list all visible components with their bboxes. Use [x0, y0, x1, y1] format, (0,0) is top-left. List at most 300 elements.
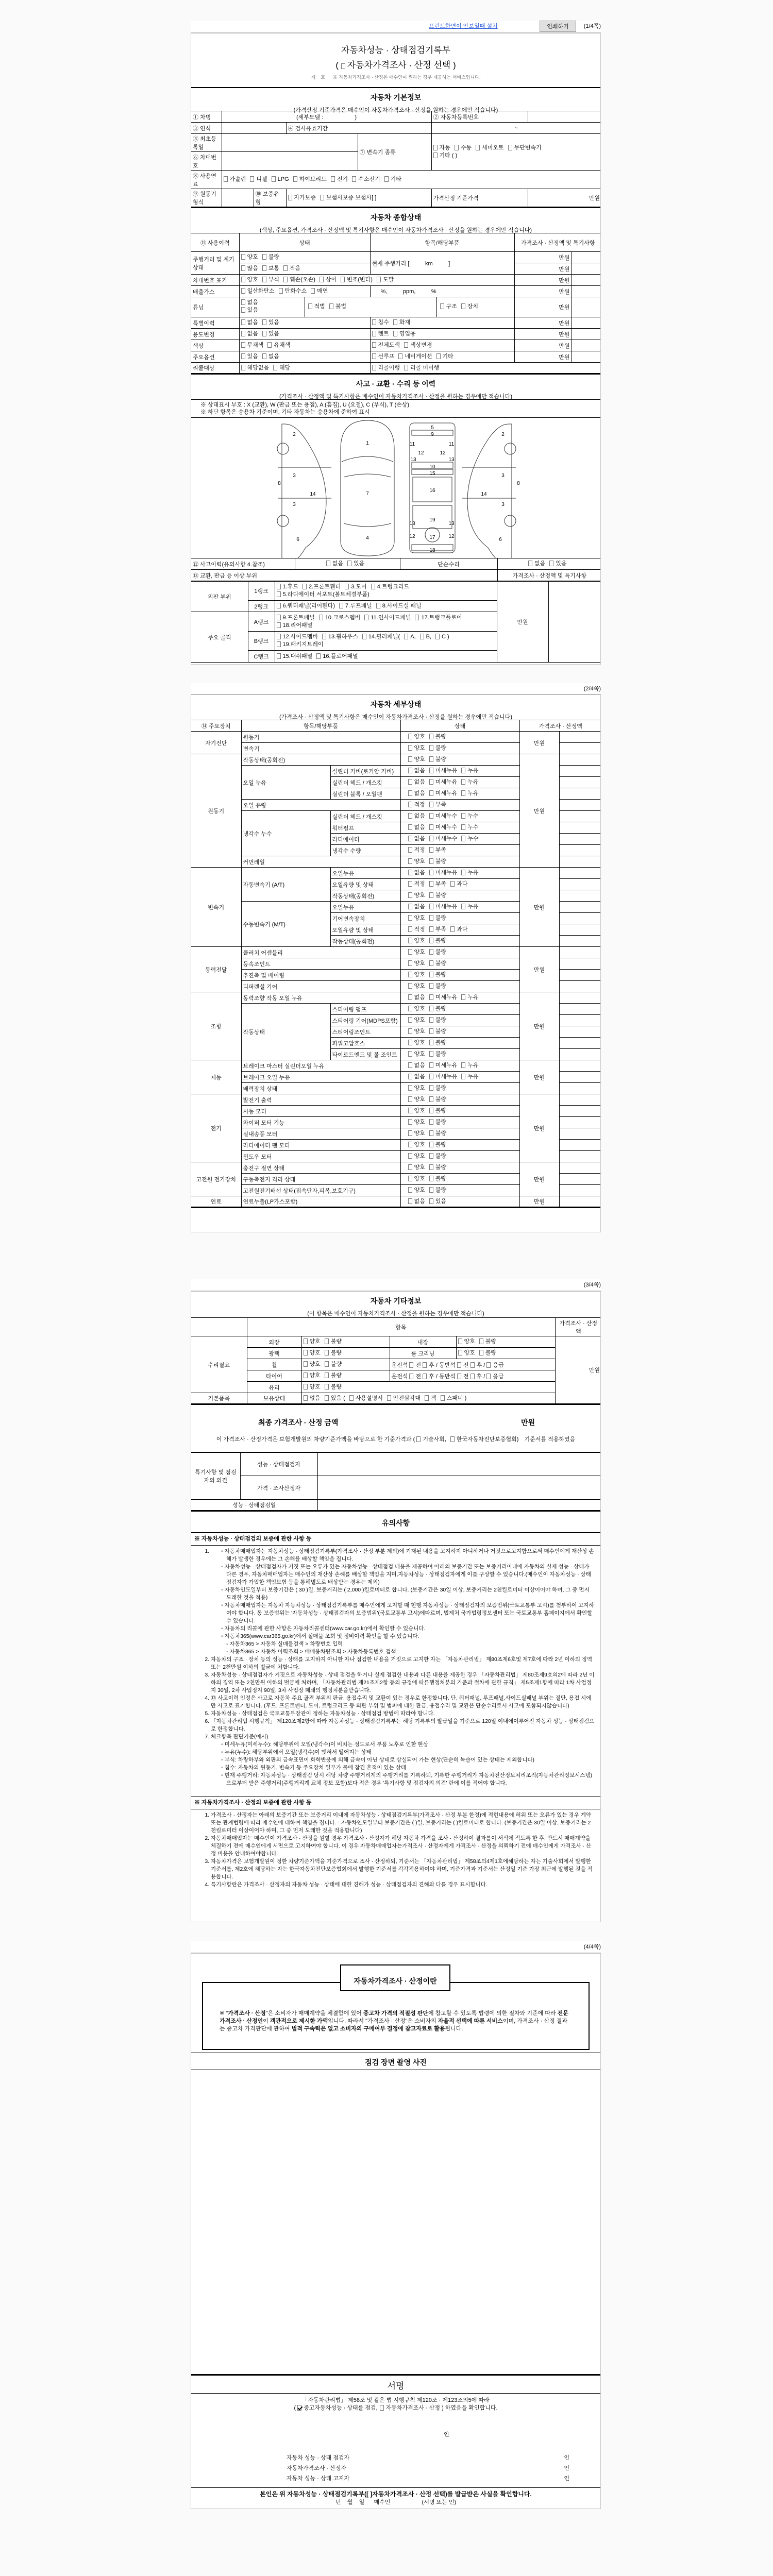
checkbox[interactable] — [429, 938, 433, 943]
price-field[interactable] — [559, 902, 601, 913]
checkbox-option[interactable] — [362, 633, 400, 641]
appraiser-opinion[interactable] — [317, 1476, 600, 1500]
checkbox-option[interactable] — [429, 880, 446, 888]
checkbox[interactable] — [429, 949, 433, 955]
checkbox-option[interactable] — [262, 265, 279, 273]
checkbox[interactable] — [241, 299, 245, 305]
checkbox-option[interactable] — [267, 342, 290, 349]
checkbox[interactable] — [404, 365, 408, 370]
checkbox[interactable] — [320, 277, 324, 282]
checkbox[interactable] — [303, 584, 307, 589]
checkbox-option[interactable] — [408, 1028, 425, 1036]
checkbox-option[interactable] — [339, 602, 372, 610]
checkbox-option[interactable] — [241, 307, 299, 314]
checkbox[interactable] — [371, 584, 375, 589]
checkbox-option[interactable] — [277, 614, 315, 622]
checkbox[interactable] — [273, 365, 277, 370]
checkbox-option[interactable] — [262, 253, 279, 261]
checkbox[interactable] — [325, 1338, 329, 1344]
checkbox-option[interactable] — [429, 824, 458, 832]
price-field[interactable] — [559, 845, 601, 856]
checkbox-option[interactable] — [420, 633, 431, 641]
checkbox[interactable] — [408, 734, 412, 739]
checkbox-option[interactable] — [461, 812, 478, 820]
checkbox-option[interactable] — [277, 653, 313, 660]
checkbox-option[interactable] — [479, 1338, 496, 1346]
checkbox[interactable] — [279, 288, 283, 294]
checkbox[interactable] — [325, 1384, 329, 1389]
checkbox-option[interactable] — [398, 353, 432, 361]
checkbox[interactable] — [372, 331, 376, 336]
checkbox[interactable] — [429, 847, 433, 853]
checkbox[interactable] — [277, 641, 281, 647]
checkbox-option[interactable] — [429, 926, 446, 934]
checkbox[interactable] — [429, 1006, 433, 1011]
checkbox-option[interactable] — [429, 733, 446, 741]
price-field[interactable] — [559, 1026, 601, 1038]
checkbox-option[interactable] — [429, 971, 446, 979]
checkbox[interactable] — [420, 634, 424, 639]
checkbox-option[interactable] — [304, 1372, 321, 1380]
checkbox-option[interactable] — [429, 948, 446, 956]
price-field[interactable] — [559, 788, 601, 800]
checkbox[interactable] — [277, 622, 281, 628]
checkbox[interactable] — [372, 353, 376, 359]
checkbox-option[interactable] — [458, 1349, 475, 1357]
checkbox[interactable] — [311, 288, 315, 294]
checkbox[interactable] — [408, 926, 412, 932]
checkbox[interactable] — [408, 1130, 412, 1136]
checkbox-option[interactable] — [461, 903, 478, 911]
checkbox-option[interactable] — [408, 994, 425, 1002]
checkbox[interactable] — [393, 331, 397, 336]
checkbox[interactable] — [429, 1108, 433, 1113]
checkbox[interactable] — [262, 319, 266, 325]
checkbox-option[interactable] — [408, 948, 425, 956]
checkbox[interactable] — [486, 1374, 491, 1379]
checkbox[interactable] — [429, 802, 433, 807]
checkbox[interactable] — [408, 904, 412, 909]
checkbox[interactable] — [429, 756, 433, 762]
checkbox-option[interactable] — [429, 858, 446, 866]
checkbox-option[interactable] — [408, 1050, 425, 1058]
checkbox[interactable] — [408, 870, 412, 875]
checkbox-option[interactable] — [429, 1153, 446, 1160]
checkbox-option[interactable] — [277, 602, 335, 610]
checkbox[interactable] — [304, 1384, 308, 1389]
checkbox-option[interactable] — [429, 846, 446, 854]
checkbox[interactable] — [308, 303, 312, 309]
checkbox[interactable] — [409, 1362, 413, 1368]
checkbox-option[interactable] — [549, 560, 566, 568]
checkbox[interactable] — [319, 615, 323, 620]
remark-field[interactable] — [572, 329, 601, 340]
price-field[interactable] — [559, 1038, 601, 1049]
checkbox[interactable] — [404, 342, 408, 348]
price-field[interactable] — [559, 800, 601, 811]
checkbox-option[interactable] — [320, 194, 376, 202]
remark-field[interactable] — [572, 286, 601, 297]
checkbox-option[interactable] — [404, 364, 439, 372]
checkbox[interactable] — [429, 1051, 433, 1057]
checkbox[interactable] — [387, 1395, 391, 1401]
checkbox[interactable] — [441, 1395, 445, 1401]
checkbox[interactable] — [408, 1119, 412, 1125]
checkbox[interactable] — [429, 1119, 433, 1125]
checkbox[interactable] — [461, 824, 465, 830]
checkbox-option[interactable] — [241, 287, 275, 295]
checkbox-option[interactable] — [250, 176, 267, 183]
checkbox[interactable] — [283, 265, 288, 271]
checkbox[interactable] — [425, 1395, 429, 1401]
checkbox[interactable] — [429, 1130, 433, 1136]
checkbox[interactable] — [458, 1350, 462, 1355]
checkbox-option[interactable] — [408, 1141, 425, 1149]
checkbox[interactable] — [408, 847, 412, 853]
checkbox[interactable] — [304, 1372, 308, 1378]
remark-field[interactable] — [548, 582, 601, 663]
checkbox[interactable] — [461, 303, 465, 309]
checkbox[interactable] — [429, 1187, 433, 1193]
checkbox-option[interactable] — [408, 835, 425, 843]
checkbox-option[interactable] — [429, 903, 458, 911]
inspector-opinion[interactable] — [317, 1453, 600, 1476]
price-field[interactable] — [559, 743, 601, 754]
checkbox-option[interactable] — [404, 633, 415, 641]
price-field[interactable] — [559, 1117, 601, 1128]
price-field[interactable] — [559, 732, 601, 743]
inspection-period-field[interactable]: ~ — [431, 123, 601, 134]
checkbox[interactable] — [393, 319, 397, 325]
checkbox-option[interactable] — [408, 1062, 425, 1070]
checkbox-option[interactable] — [408, 1096, 425, 1104]
checkbox[interactable] — [377, 277, 381, 282]
checkbox[interactable] — [429, 790, 433, 796]
checkbox[interactable] — [288, 195, 292, 200]
checkbox[interactable] — [408, 1176, 412, 1181]
checkbox[interactable] — [408, 813, 412, 819]
checkbox-option[interactable] — [408, 744, 425, 752]
checkbox-option[interactable] — [416, 1436, 446, 1444]
seal-mark[interactable]: 인 — [564, 2455, 569, 2461]
checkbox-option[interactable] — [325, 1395, 345, 1402]
checkbox[interactable] — [508, 145, 512, 150]
checkbox-option[interactable] — [461, 824, 478, 832]
price-field[interactable] — [559, 936, 601, 947]
checkbox-option[interactable] — [408, 858, 425, 866]
checkbox-option[interactable] — [429, 1118, 446, 1126]
price-field[interactable] — [559, 879, 601, 890]
checkbox-option[interactable] — [429, 1062, 458, 1070]
inspection-checkbox[interactable] — [297, 2405, 301, 2411]
checkbox[interactable] — [408, 1006, 412, 1011]
checkbox[interactable] — [429, 892, 433, 898]
checkbox-option[interactable] — [461, 1073, 478, 1081]
checkbox-option[interactable] — [277, 633, 318, 641]
price-field[interactable] — [559, 1004, 601, 1015]
checkbox-option[interactable] — [241, 342, 264, 349]
checkbox[interactable] — [436, 353, 441, 359]
checkbox-option[interactable] — [408, 1005, 425, 1013]
checkbox-option[interactable] — [241, 253, 258, 261]
checkbox[interactable] — [409, 1374, 413, 1379]
checkbox[interactable] — [326, 561, 330, 566]
checkbox-option[interactable] — [262, 353, 279, 361]
checkbox[interactable] — [429, 870, 433, 875]
checkbox[interactable] — [304, 1395, 308, 1401]
checkbox[interactable] — [372, 342, 376, 348]
checkbox-option[interactable] — [347, 560, 364, 568]
checkbox-option[interactable] — [408, 971, 425, 979]
checkbox[interactable] — [461, 836, 465, 841]
checkbox-option[interactable] — [303, 583, 341, 591]
checkbox[interactable] — [461, 870, 465, 875]
checkbox-option[interactable] — [304, 1383, 321, 1391]
checkbox[interactable] — [293, 176, 297, 182]
checkbox[interactable] — [272, 176, 276, 182]
checkbox[interactable] — [241, 254, 245, 260]
checkbox-option[interactable] — [429, 1073, 458, 1081]
seal-mark[interactable]: 인 — [564, 2476, 569, 2482]
checkbox[interactable] — [429, 824, 433, 830]
checkbox[interactable] — [408, 915, 412, 921]
checkbox[interactable] — [262, 277, 266, 282]
checkbox-option[interactable] — [408, 1153, 425, 1160]
checkbox[interactable] — [408, 1028, 412, 1034]
checkbox[interactable] — [429, 926, 433, 932]
checkbox-option[interactable] — [429, 1164, 446, 1172]
remark-field[interactable] — [572, 340, 601, 351]
checkbox[interactable] — [362, 634, 366, 639]
checkbox-option[interactable] — [262, 330, 279, 338]
checkbox[interactable] — [262, 254, 266, 260]
price-field[interactable] — [559, 1128, 601, 1140]
checkbox[interactable] — [341, 277, 345, 282]
checkbox[interactable] — [429, 1164, 433, 1170]
checkbox[interactable] — [304, 1338, 308, 1344]
checkbox[interactable] — [241, 265, 245, 271]
checkbox[interactable] — [325, 1361, 329, 1367]
checkbox[interactable] — [408, 949, 412, 955]
checkbox[interactable] — [241, 331, 245, 336]
checkbox-option[interactable] — [325, 1383, 342, 1391]
checkbox[interactable] — [429, 983, 433, 989]
checkbox-option[interactable] — [429, 756, 446, 764]
checkbox-option[interactable] — [408, 1016, 425, 1024]
checkbox[interactable] — [408, 1164, 412, 1170]
price-field[interactable] — [559, 958, 601, 970]
checkbox[interactable] — [408, 881, 412, 887]
checkbox[interactable] — [429, 1176, 433, 1181]
checkbox[interactable] — [408, 1153, 412, 1159]
price-field[interactable] — [559, 1094, 601, 1106]
checkbox-option[interactable] — [429, 812, 458, 820]
checkbox-option[interactable] — [429, 767, 458, 775]
checkbox[interactable] — [476, 145, 480, 150]
checkbox[interactable] — [408, 960, 412, 966]
checkbox-option[interactable] — [408, 1175, 425, 1183]
checkbox-option[interactable] — [404, 342, 432, 349]
checkbox-option[interactable] — [415, 614, 462, 622]
checkbox[interactable] — [339, 603, 343, 608]
checkbox[interactable] — [250, 176, 254, 182]
checkbox[interactable] — [461, 1062, 465, 1068]
price-field[interactable] — [559, 1060, 601, 1072]
checkbox-option[interactable] — [440, 303, 457, 311]
checkbox-option[interactable] — [262, 319, 279, 327]
checkbox[interactable] — [429, 1028, 433, 1034]
price-field[interactable] — [559, 1140, 601, 1151]
checkbox-option[interactable] — [277, 583, 298, 591]
checkbox[interactable] — [461, 904, 465, 909]
checkbox-option[interactable] — [384, 176, 401, 183]
checkbox-option[interactable] — [429, 778, 458, 786]
checkbox[interactable] — [429, 1096, 433, 1102]
checkbox[interactable] — [450, 1436, 455, 1442]
checkbox[interactable] — [241, 277, 245, 282]
checkbox[interactable] — [429, 745, 433, 751]
checkbox-option[interactable] — [224, 176, 246, 183]
checkbox[interactable] — [404, 634, 408, 639]
checkbox-option[interactable] — [450, 1436, 519, 1444]
checkbox-option[interactable] — [435, 633, 449, 641]
checkbox[interactable] — [461, 994, 465, 1000]
checkbox-option[interactable] — [283, 265, 300, 273]
checkbox[interactable] — [325, 1372, 329, 1378]
checkbox[interactable] — [429, 904, 433, 909]
checkbox-option[interactable] — [408, 733, 425, 741]
checkbox[interactable] — [408, 1062, 412, 1068]
checkbox-option[interactable] — [364, 614, 411, 622]
checkbox-option[interactable] — [352, 176, 380, 183]
checkbox-option[interactable] — [408, 1164, 425, 1172]
checkbox[interactable] — [241, 353, 245, 359]
checkbox[interactable] — [549, 561, 553, 566]
checkbox-option[interactable] — [408, 1130, 425, 1138]
checkbox[interactable] — [325, 1350, 329, 1355]
checkbox[interactable] — [408, 824, 412, 830]
checkbox-option[interactable] — [341, 276, 373, 284]
checkbox[interactable] — [408, 768, 412, 773]
checkbox-option[interactable] — [288, 194, 316, 202]
checkbox[interactable] — [408, 1142, 412, 1147]
checkbox-option[interactable] — [528, 560, 545, 568]
checkbox[interactable] — [429, 734, 433, 739]
checkbox-option[interactable] — [241, 276, 258, 284]
checkbox-option[interactable] — [408, 1073, 425, 1081]
checkbox-option[interactable] — [455, 144, 472, 152]
print-button[interactable]: 인쇄하기 — [540, 21, 576, 32]
remark-field[interactable] — [572, 275, 601, 286]
checkbox-option[interactable] — [273, 364, 290, 372]
checkbox-option[interactable] — [377, 276, 394, 284]
checkbox[interactable] — [429, 1040, 433, 1045]
checkbox-option[interactable] — [272, 176, 289, 183]
vin-field[interactable] — [222, 152, 358, 171]
checkbox-option[interactable] — [241, 299, 299, 307]
checkbox-option[interactable] — [408, 1107, 425, 1115]
checkbox-option[interactable] — [429, 960, 446, 968]
checkbox-option[interactable] — [304, 1349, 321, 1357]
photo-area[interactable] — [191, 2070, 600, 2374]
checkbox[interactable] — [429, 779, 433, 785]
checkbox[interactable] — [415, 615, 419, 620]
checkbox-option[interactable] — [372, 319, 389, 327]
checkbox[interactable] — [241, 288, 245, 294]
first-reg-field[interactable] — [222, 134, 358, 152]
checkbox-option[interactable] — [320, 276, 337, 284]
appraisal-checkbox[interactable] — [380, 2405, 384, 2411]
checkbox[interactable] — [304, 1350, 308, 1355]
checkbox[interactable] — [408, 1108, 412, 1113]
checkbox-option[interactable] — [393, 319, 410, 327]
checkbox[interactable] — [408, 790, 412, 796]
checkbox-option[interactable] — [408, 880, 425, 888]
checkbox[interactable] — [349, 1395, 354, 1401]
checkbox-option[interactable] — [408, 756, 425, 764]
checkbox-option[interactable] — [331, 176, 348, 183]
checkbox[interactable] — [384, 176, 389, 182]
year-field[interactable] — [222, 123, 286, 134]
checkbox[interactable] — [450, 881, 455, 887]
price-field[interactable] — [559, 822, 601, 834]
checkbox-option[interactable] — [429, 835, 458, 843]
checkbox[interactable] — [372, 319, 376, 325]
checkbox[interactable] — [241, 342, 245, 348]
checkbox[interactable] — [408, 779, 412, 785]
checkbox[interactable] — [479, 1338, 483, 1344]
checkbox[interactable] — [461, 779, 465, 785]
checkbox-option[interactable] — [325, 1349, 342, 1357]
checkbox[interactable] — [325, 1395, 329, 1401]
checkbox[interactable] — [408, 892, 412, 898]
checkbox-option[interactable] — [429, 892, 446, 900]
checkbox[interactable] — [352, 176, 356, 182]
price-field[interactable] — [559, 1106, 601, 1117]
checkbox-option[interactable] — [322, 633, 358, 641]
checkbox[interactable] — [277, 653, 281, 659]
checkbox-option[interactable] — [458, 1338, 475, 1346]
checkbox-option[interactable] — [429, 1005, 446, 1013]
checkbox-option[interactable] — [304, 1338, 321, 1346]
checkbox[interactable] — [408, 994, 412, 1000]
checkbox-option[interactable] — [508, 144, 542, 152]
current-mileage[interactable]: 현재 주행거리 [ km ] — [370, 252, 514, 275]
checkbox-option[interactable] — [441, 1395, 467, 1402]
checkbox-option[interactable] — [429, 982, 446, 990]
checkbox[interactable] — [372, 365, 376, 370]
checkbox[interactable] — [277, 584, 281, 589]
checkbox-option[interactable] — [461, 303, 478, 311]
remark-field[interactable] — [572, 297, 601, 317]
price-field[interactable] — [559, 1174, 601, 1185]
checkbox-option[interactable] — [349, 1395, 383, 1402]
checkbox-option[interactable] — [408, 903, 425, 911]
checkbox[interactable] — [408, 983, 412, 989]
checkbox-option[interactable] — [429, 1084, 446, 1092]
checkbox[interactable] — [429, 1074, 433, 1079]
checkbox[interactable] — [241, 319, 245, 325]
price-field[interactable] — [559, 1185, 601, 1196]
checkbox-option[interactable] — [429, 1198, 446, 1206]
checkbox-option[interactable] — [429, 744, 446, 752]
checkbox-option[interactable] — [461, 778, 478, 786]
price-field[interactable] — [559, 981, 601, 992]
checkbox-option[interactable] — [241, 330, 258, 338]
checkbox-option[interactable] — [319, 614, 360, 622]
checkbox[interactable] — [408, 1187, 412, 1193]
checkbox-option[interactable] — [408, 801, 425, 809]
